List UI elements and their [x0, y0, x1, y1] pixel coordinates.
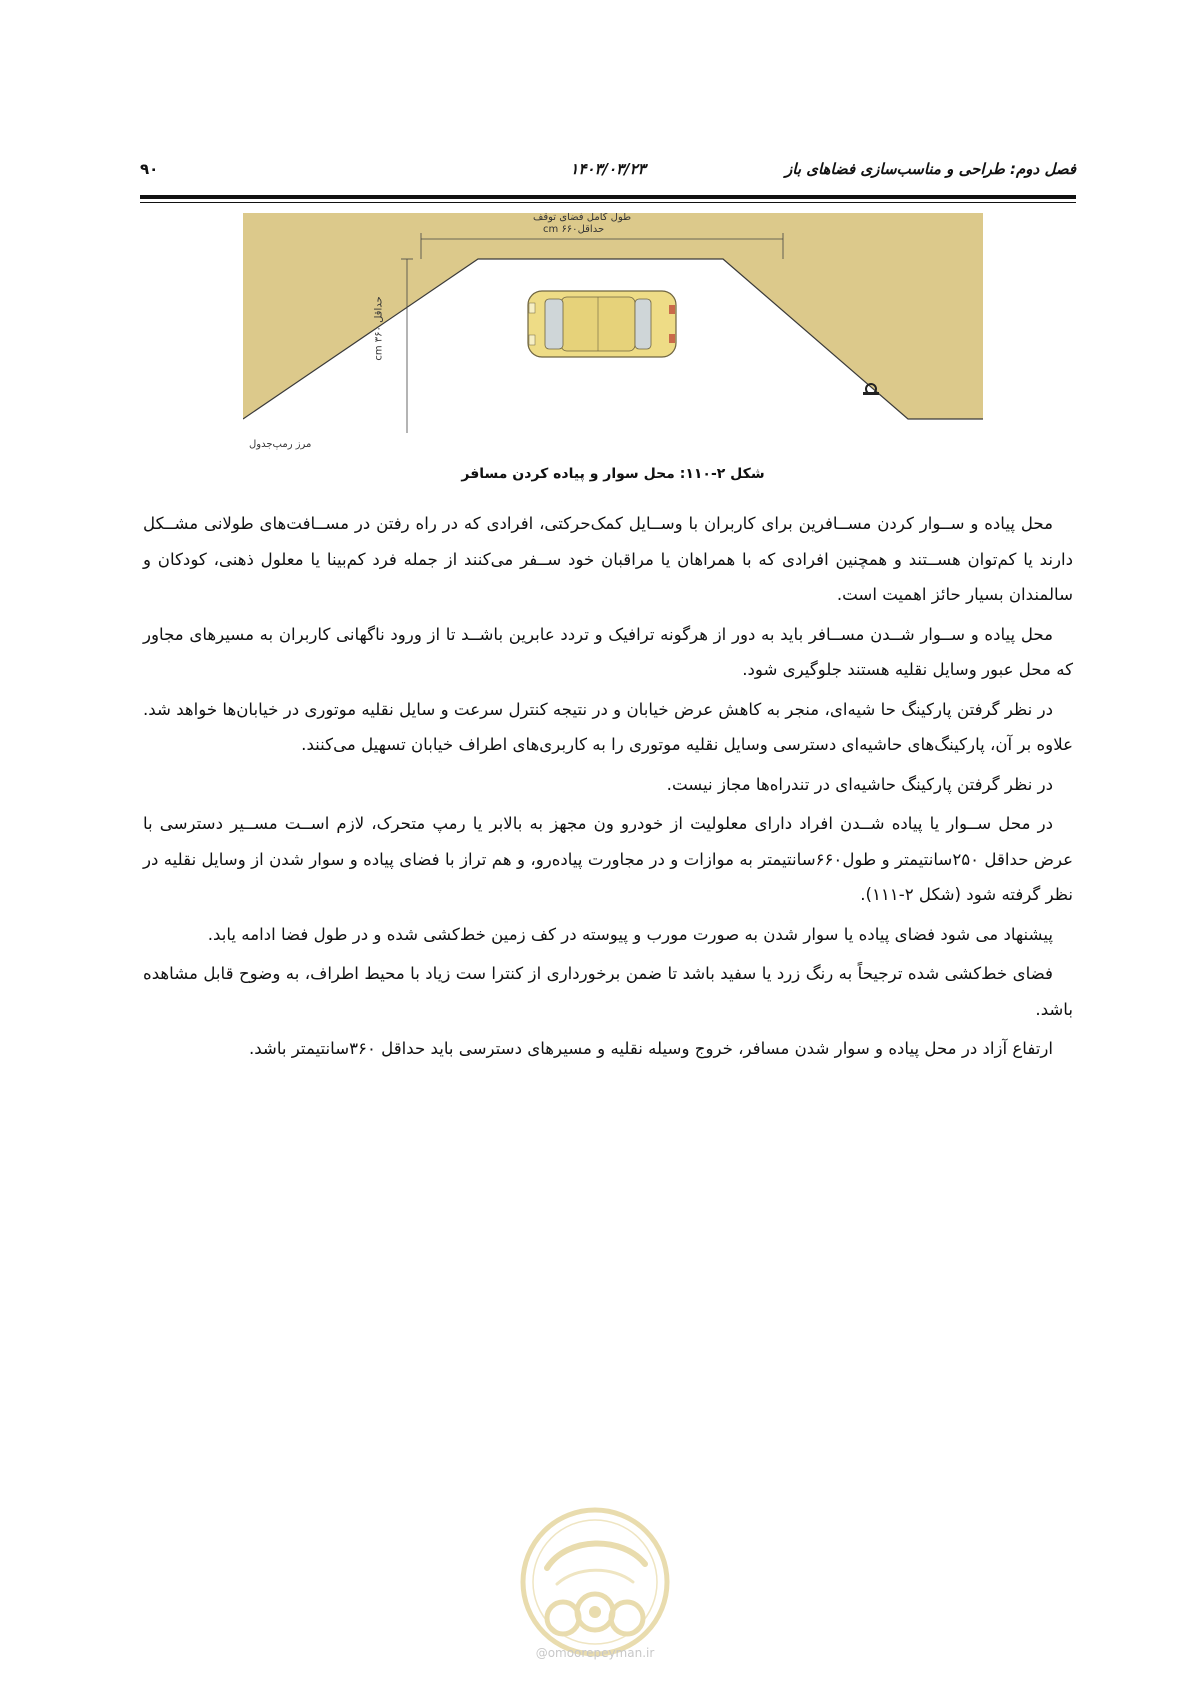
paragraph: پیشنهاد می شود فضای پیاده یا سوار شدن به صورت مورب و پیوسته در کف زمین خط‌کشی شده و در طول فضا ادامه یابد. [207, 924, 1053, 944]
paragraph: ارتفاع آزاد در محل پیاده و سوار شدن مسافر، خروج وسیله نقلیه و مسیرهای دسترسی باید حداقل ۳۶۰سانتیمتر باشد. [248, 1039, 1053, 1058]
paragraph: فضای خط‌کشی شده ترجیحاً به رنگ زرد یا سفید باشد تا ضمن برخورداری از کنترا ست زیاد با محیط اطراف، به وضوح قابل مشاهده باشد. [143, 964, 1073, 1019]
paragraph: محل پیاده و ســوار شــدن مســافر باید به دور از هرگونه ترافیک و تردد عابرین باشــد تا از ورود ناگهانی کاربران به مسیرهای مجاور که محل عبور وسایل نقلیه هستند جلوگیری شود. [143, 624, 1073, 679]
watermark-site: @omoorepeyman.ir [535, 1646, 655, 1660]
paragraph: در نظر گرفتن پارکینگ حا شیه‌ای، منجر به کاهش عرض خیابان و در نتیجه کنترل سرعت و سایل نقلیه موتوری در خیابان‌ها خواهد شد. علاوه بر آن، پارکینگ‌های حاشیه‌ای دسترسی وسایل نقلیه موتوری را به کاربری‌های اطراف خیابان تسهیل می‌کنند. [143, 699, 1073, 754]
road-strip [243, 419, 983, 459]
figure-top-label-2: حداقل۶۶۰ cm [543, 224, 605, 235]
chapter-title: فصل دوم: طراحی و مناسب‌سازی فضاهای باز [785, 160, 1076, 178]
header-rule-thin [140, 202, 1076, 203]
page-number: ۹۰ [140, 160, 159, 178]
header-date: ۱۴۰۳/۰۳/۲۳ [570, 160, 646, 178]
car-illustration [528, 291, 676, 357]
figure-side-label: حداقل ۳۶۰ cm [373, 296, 385, 361]
paragraph: در نظر گرفتن پارکینگ حاشیه‌ای در تندراه‌ها مجاز نیست. [666, 774, 1053, 794]
figure-top-label-1: طول کامل فضای توقف [533, 213, 632, 223]
paragraph: در محل ســوار یا پیاده شــدن افراد دارای معلولیت از خودرو ون مجهز به بالابر یا رمپ متحرک، لازم اســت مســیر دسترسی با عرض حداقل ۲۵۰سانتیمتر و طول۶۶۰سانتیمتر به موازات و در مجاورت پیاده‌رو، و هم تراز با فضای پیاده و سوار شدن از وسایل نقلیه در نظر گرفته شود (شکل ۲-۱۱۱). [143, 814, 1073, 904]
figure-curb-label: مرز رمپ‌جدول [249, 439, 312, 450]
paragraph: محل پیاده و ســوار کردن مســافرین برای کاربران با وســایل کمک‌حرکتی، افرادی که در راه رفتن در مســافت‌های طولانی مشــکل دارند یا کم‌توان هســتند و همچنین افرادی که با همراهان یا مراقبان خود ســفر می‌کنند از جمله فرد کم‌بینا یا معلول ذهنی، کودکان و سالمندان بسیار حائز اهمیت است. [143, 514, 1073, 604]
figure-drop-off-area [243, 213, 983, 459]
figure-caption: شکل ۲-۱۱۰: محل سوار و پیاده کردن مسافر [461, 466, 765, 482]
body-text [143, 506, 1073, 1071]
figure-diagram [243, 213, 983, 459]
page-header [140, 160, 1076, 186]
header-rule-thick [140, 195, 1076, 199]
